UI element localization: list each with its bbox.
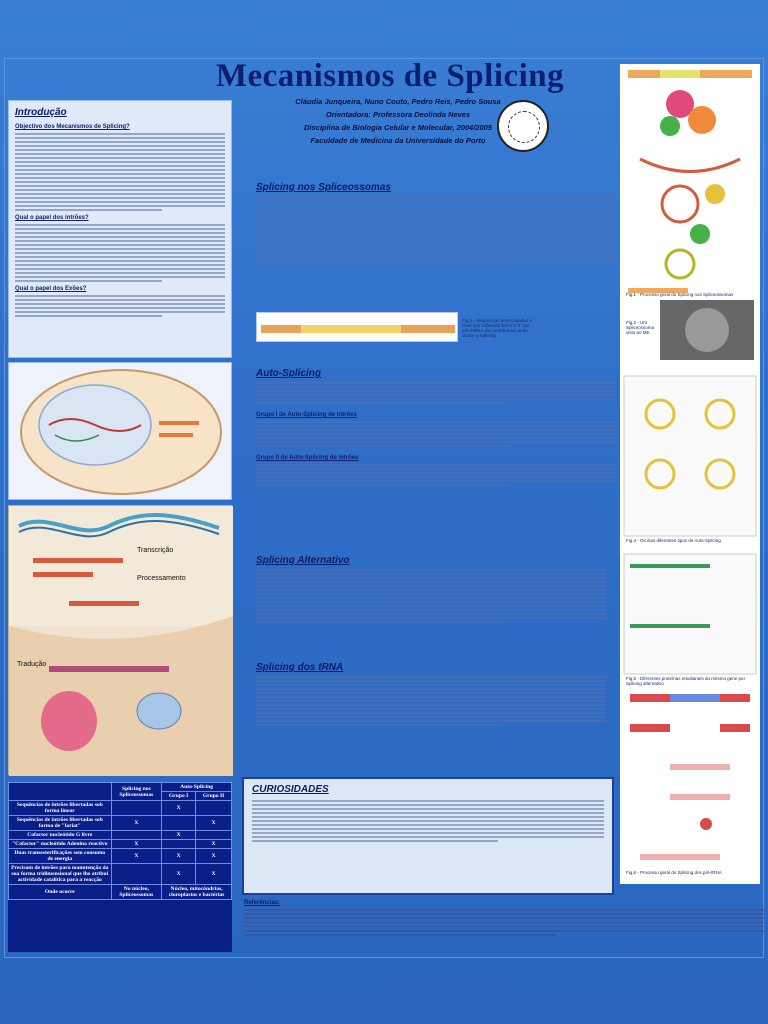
- table-row: [9, 816, 232, 831]
- auto-text: [256, 382, 616, 404]
- table-row-label: Duas transesterificações sem consumo de energia: [9, 849, 112, 864]
- fig2-caption: Fig.2 - Um Spliceossoma visto ao ME: [626, 320, 655, 335]
- grupo2-heading: Grupo II de Auto-Splicing de Intrões: [256, 455, 359, 461]
- trna-section: [256, 662, 606, 726]
- curiosidades-text: [252, 800, 604, 842]
- auto-heading: Auto-Splicing: [256, 368, 321, 379]
- intro-panel: [8, 100, 232, 358]
- nucleus-transcription-figure: [8, 362, 232, 500]
- table-row: [9, 840, 232, 849]
- spliceossomas-section: [256, 182, 616, 266]
- table-cell: [196, 801, 232, 816]
- table-cell: X: [196, 816, 232, 831]
- grupo2-text: [256, 464, 616, 486]
- auto-splicing-section: [256, 368, 616, 486]
- table-cell: [111, 831, 162, 840]
- fig6-caption: Fig.6 - Processo geral do Splicing dos pré-tRNA: [626, 870, 722, 875]
- table-cell: [196, 831, 232, 840]
- table-row-label: "Cofactor" nucleótido Adenina reactivo: [9, 840, 112, 849]
- intro-q2: Qual o papel dos intrões?: [15, 215, 89, 221]
- grupo1-heading: Grupo I de Auto-Splicing de Intrões: [256, 412, 357, 418]
- intro-text-2: [15, 224, 225, 282]
- curiosidades-panel: [242, 777, 614, 895]
- table-cell: X: [162, 864, 196, 885]
- references-heading: Referências:: [244, 900, 281, 906]
- intro-text-3: [15, 295, 225, 317]
- table-header-auto: Auto-Splicing: [162, 783, 232, 792]
- sequence-figure: [256, 312, 458, 342]
- table-cell: X: [196, 840, 232, 849]
- alternativo-text: [256, 569, 606, 623]
- table-header-grupo2: Grupo II: [196, 792, 232, 801]
- intro-text-1: [15, 133, 225, 211]
- grupo1-text: [256, 421, 616, 447]
- authors-line: Cláudia Junqueira, Nuno Couto, Pedro Reis, Pedro Sousa: [295, 97, 501, 106]
- table-cell: [111, 864, 162, 885]
- alternativo-heading: Splicing Alternativo: [256, 555, 350, 566]
- intro-heading: Introdução: [15, 107, 67, 118]
- table-cell: [162, 840, 196, 849]
- alternativo-section: [256, 555, 606, 623]
- table-cell: No núcleo, Spliceossomas: [111, 885, 162, 900]
- table-cell: X: [196, 849, 232, 864]
- fig5-caption: Fig.5 - Diferentes proteínas resultantes do mesmo gene por Splicing alternativo: [626, 676, 746, 686]
- table-row-label: Cofactor nucleótido G livre: [9, 831, 112, 840]
- table-cell: X: [111, 849, 162, 864]
- university-seal-icon: [497, 100, 549, 152]
- nucleus-diagram: [9, 363, 233, 501]
- gene-expression-diagram: [9, 506, 233, 776]
- references: [244, 900, 764, 938]
- gene-expression-figure: [8, 505, 232, 775]
- table-cell: X: [111, 816, 162, 831]
- trna-heading: Splicing dos tRNA: [256, 662, 344, 673]
- table-cell: X: [162, 849, 196, 864]
- table-row: [9, 849, 232, 864]
- table-cell: X: [162, 801, 196, 816]
- table-cell: [111, 801, 162, 816]
- table-row: [9, 864, 232, 885]
- right-figures: [620, 64, 760, 884]
- table-header-empty: [9, 783, 112, 801]
- fig3-caption: Fig.3 - Sequências determinadas a nível dos exões/intrões 5' e 3' dos pré-mRNA dos vertebrados onde ocorre o Splicing: [462, 318, 532, 338]
- poster-title: Mecanismos de Splicing: [215, 58, 565, 94]
- faculdade-line: Faculdade de Medicina da Universidade do Porto: [310, 136, 486, 145]
- table-header-row: [9, 783, 232, 792]
- disciplina-line: Disciplina de Biologia Celular e Molecular, 2004/2005: [304, 123, 492, 132]
- intro-q1: Objectivo dos Mecanismos de Splicing?: [15, 124, 130, 130]
- spliceossomas-heading: Splicing nos Spliceossomas: [256, 182, 392, 193]
- figures-column: [620, 64, 760, 884]
- table-cell: [162, 816, 196, 831]
- table-row: [9, 885, 232, 900]
- table-header-spliceossomas: Splicing nos Spliceossomas: [111, 783, 162, 801]
- trna-text: [256, 676, 606, 726]
- fig4-caption: Fig.4 - Os dois diferentes tipos de Auto-Splicing: [626, 538, 721, 543]
- table-row: [9, 801, 232, 816]
- table-cell: X: [111, 840, 162, 849]
- curiosidades-heading: CURIOSIDADES: [252, 784, 329, 795]
- label-transcricao: Transcrição: [137, 547, 174, 554]
- table-cell: Núcleo, mitocôndrias, cloroplastos e bactérias: [162, 885, 232, 900]
- table-cell: X: [162, 831, 196, 840]
- table-row-label: Onde ocorre: [9, 885, 112, 900]
- comparison-table: [8, 782, 232, 952]
- table-row: [9, 831, 232, 840]
- table-cell: X: [196, 864, 232, 885]
- table-row-label: Precisam de intrões para manutenção da sua forma tridimensional que lhe atribui actividade catalítica para a reacção: [9, 864, 112, 885]
- spliceossomas-text: [256, 196, 616, 266]
- intro-q3: Qual o papel dos Exões?: [15, 286, 87, 292]
- label-processamento: Processamento: [137, 575, 186, 582]
- fig1-caption: Fig.1 - Processo geral do Splicing nos Spliceossomas: [626, 292, 734, 297]
- table-row-label: Sequências de intrões libertadas sob forma de "lariat": [9, 816, 112, 831]
- table-row-label: Sequências de intrões libertadas sob forma linear: [9, 801, 112, 816]
- label-traducao: Tradução: [17, 661, 47, 668]
- orientadora-line: Orientadora: Professora Deolinda Neves: [325, 110, 471, 119]
- table-header-grupo1: Grupo I: [162, 792, 196, 801]
